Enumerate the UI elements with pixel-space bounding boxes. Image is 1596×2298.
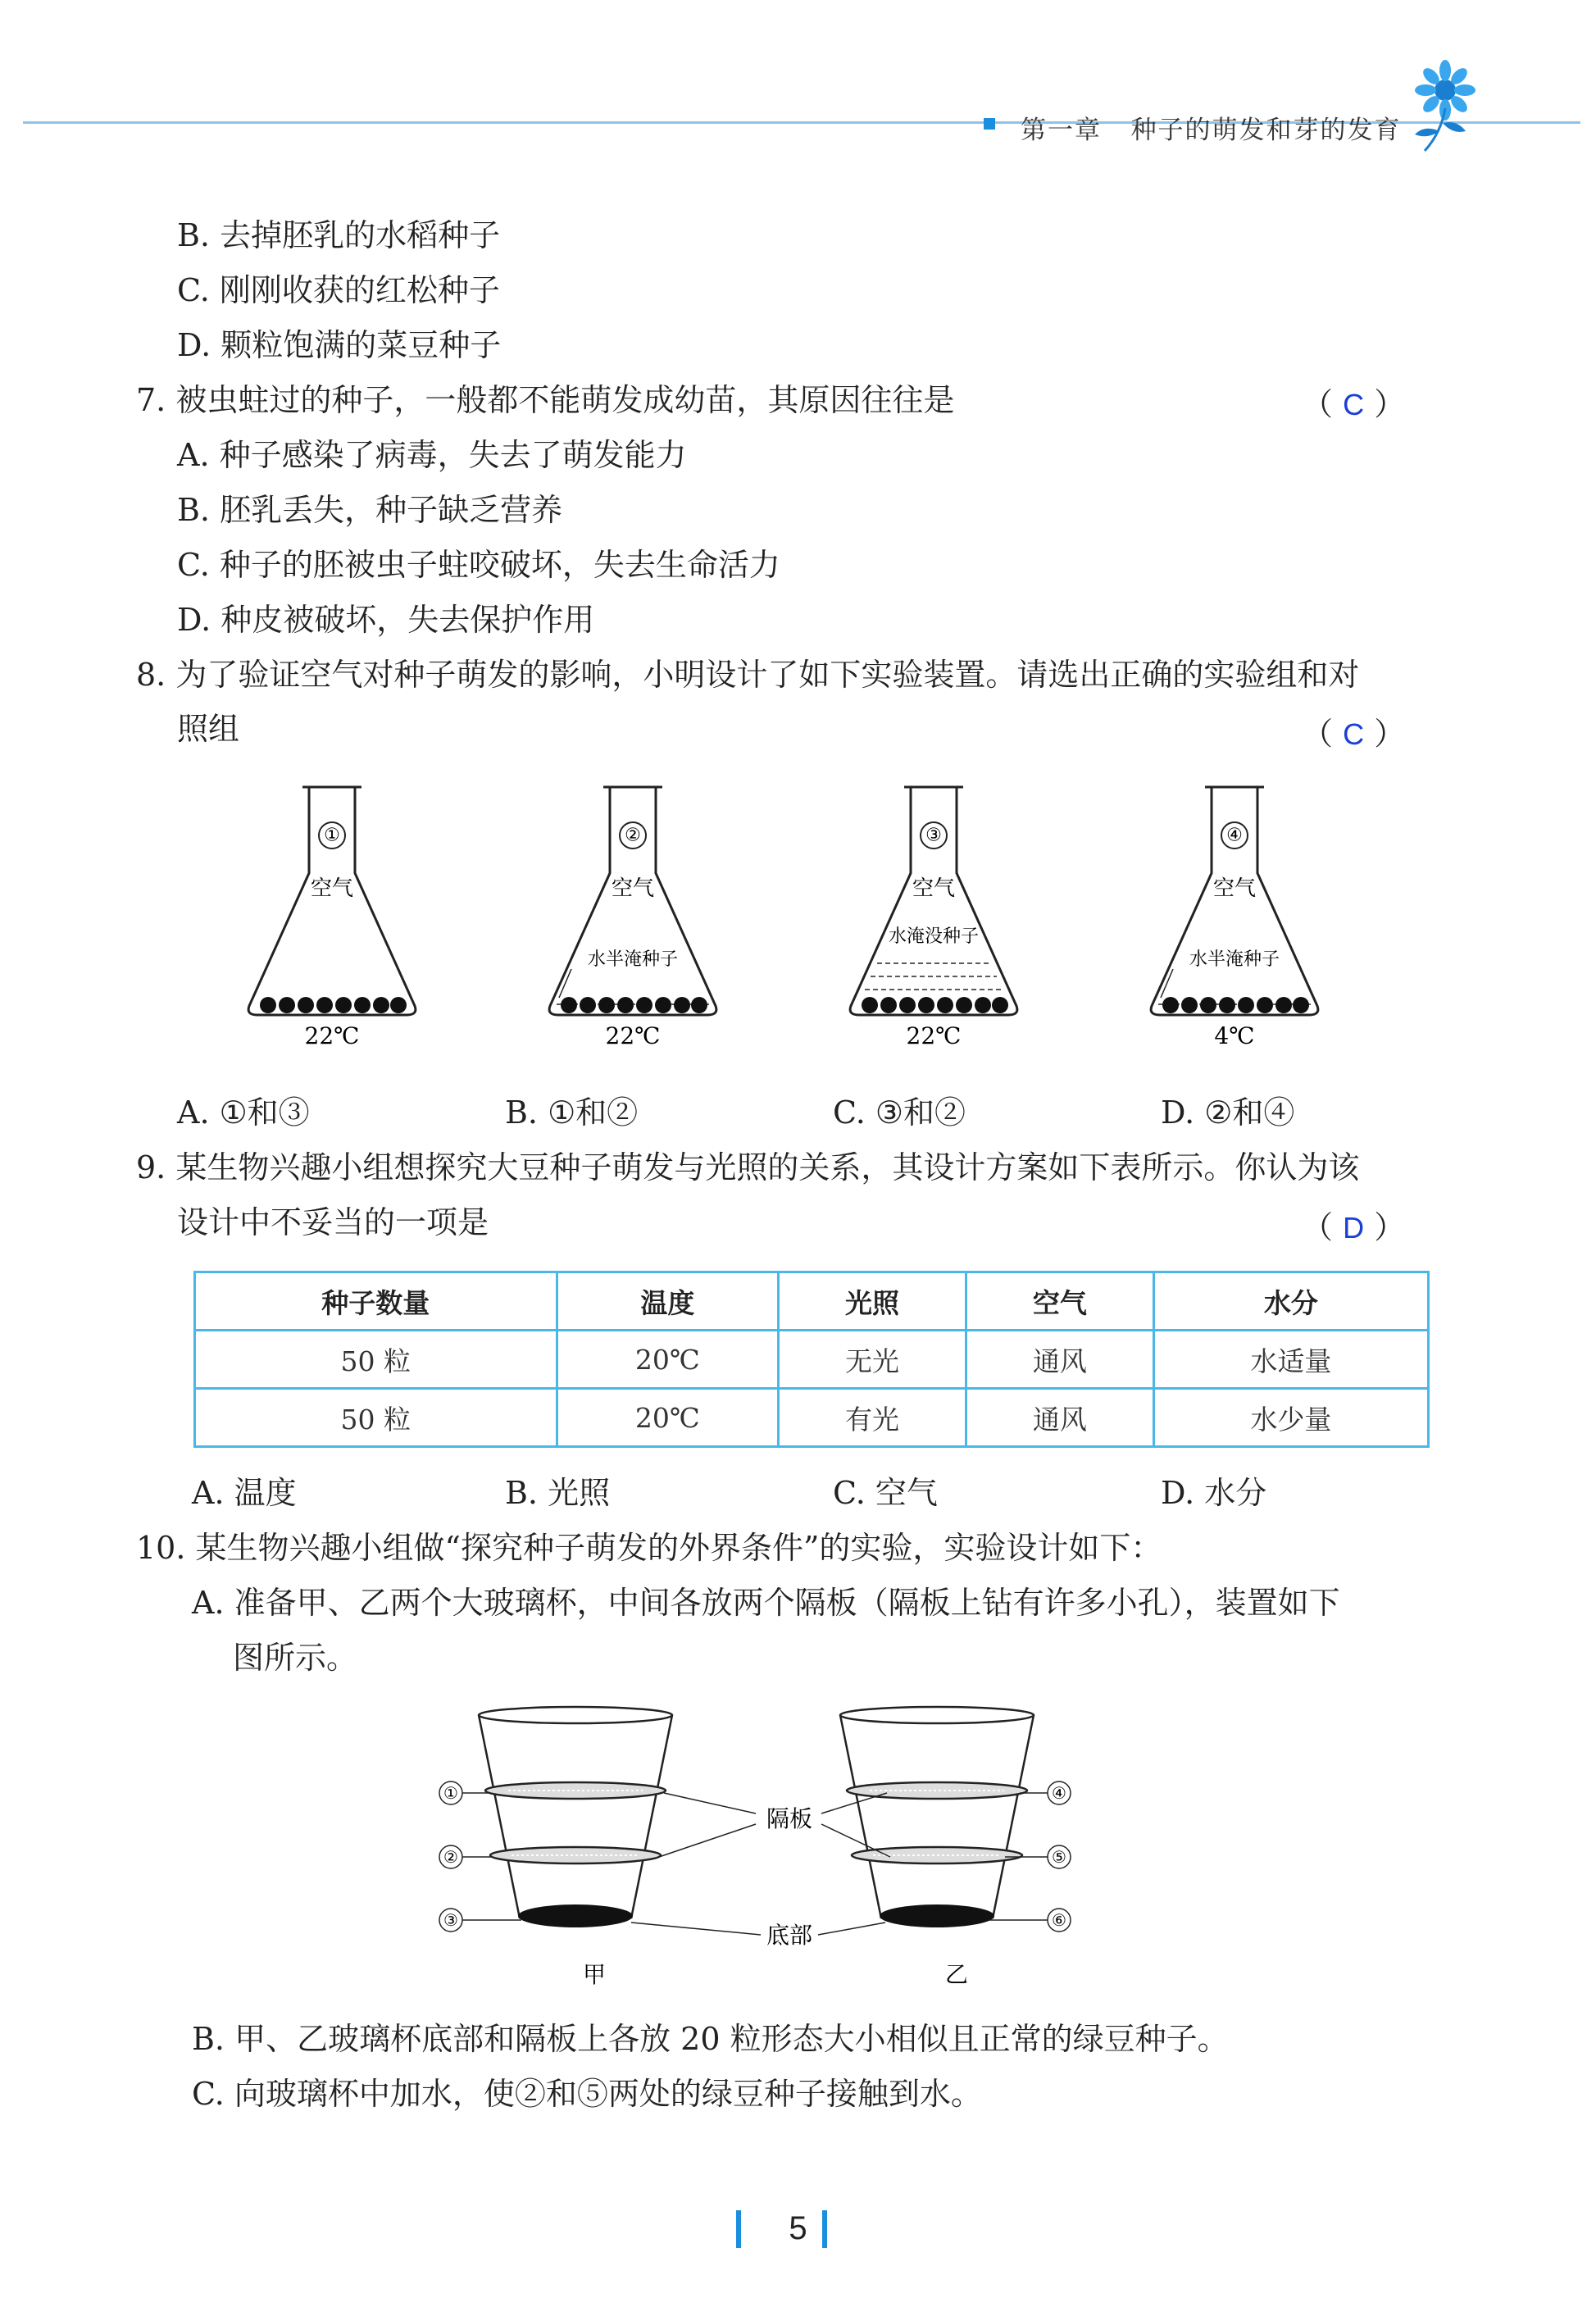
q9-option-b: B. 光照 <box>505 1475 611 1511</box>
q9-option-d: D. 水分 <box>1161 1475 1267 1511</box>
flask-1-air: 空气 <box>310 876 354 901</box>
q10-step-a-line2: 图所示。 <box>233 1640 358 1676</box>
page-number: 5 <box>789 2210 807 2246</box>
label-5: ⑤ <box>1052 1847 1066 1867</box>
q10-step-a-line1: A. 准备甲、乙两个大玻璃杯，中间各放两个隔板（隔板上钻有许多小孔），装置如下 <box>192 1585 1340 1621</box>
table-cell: 有光 <box>779 1389 966 1447</box>
q7-answer-letter: C <box>1343 388 1365 421</box>
flask-4-air: 空气 <box>1212 876 1257 901</box>
q8-stem-line2: 照组 <box>177 711 240 747</box>
q7-option-d: D. 种皮被破坏，失去保护作用 <box>177 602 595 638</box>
flower-icon <box>1408 59 1482 157</box>
q8-option-c: C. ③和② <box>833 1094 966 1131</box>
flask-1 <box>238 783 426 1053</box>
table-header: 空气 <box>966 1272 1153 1331</box>
q6-option-d: D. 颗粒饱满的菜豆种子 <box>177 327 502 363</box>
flask-4-water: 水半淹种子 <box>1189 949 1280 970</box>
q10-step-c: C. 向玻璃杯中加水，使②和⑤两处的绿豆种子接触到水。 <box>192 2076 982 2112</box>
cup-jia-label: 甲 <box>582 1961 607 1988</box>
label-1: ① <box>443 1783 458 1803</box>
header-chapter-title: 种子的萌发和芽的发育 <box>1130 116 1402 145</box>
flask-2-temp: 22℃ <box>605 1022 661 1049</box>
flask-1-temp: 22℃ <box>304 1022 360 1049</box>
flask-3-air: 空气 <box>912 876 956 901</box>
label-3: ③ <box>443 1910 458 1930</box>
cup-yi-label: 乙 <box>944 1961 969 1988</box>
q9-stem-line1: 9. 某生物兴趣小组想探究大豆种子萌发与光照的关系，其设计方案如下表所示。你认为该 <box>136 1149 1360 1185</box>
header-title <box>1021 109 1402 146</box>
label-6: ⑥ <box>1052 1910 1066 1930</box>
q8-option-a: A. ①和③ <box>177 1094 310 1131</box>
q7-answer: （ C ） <box>1302 386 1406 422</box>
cups-diagram <box>426 1701 1164 1996</box>
flask-3-temp: 22℃ <box>906 1022 962 1049</box>
q10-step-b: B. 甲、乙玻璃杯底部和隔板上各放 20 粒形态大小相似且正常的绿豆种子。 <box>192 2021 1229 2057</box>
flask-4 <box>1140 783 1329 1053</box>
q9-answer-letter: D <box>1343 1211 1365 1245</box>
q8-option-b: B. ①和② <box>505 1094 639 1131</box>
q9-table <box>193 1271 1430 1448</box>
q9-stem-line2: 设计中不妥当的一项是 <box>177 1204 489 1240</box>
table-header-row <box>195 1272 1429 1331</box>
flask-1-label: ① <box>324 825 340 846</box>
header-bullet-icon <box>984 118 995 130</box>
flask-3 <box>839 783 1028 1053</box>
flask-4-label: ④ <box>1226 825 1243 846</box>
flask-2 <box>539 783 727 1053</box>
table-cell: 通风 <box>966 1389 1153 1447</box>
table-cell: 50 粒 <box>195 1331 557 1389</box>
q10-stem: 10. 某生物兴趣小组做“探究种子萌发的外界条件”的实验，实验设计如下： <box>136 1530 1162 1566</box>
table-cell: 20℃ <box>557 1331 779 1389</box>
q9-answer: （ D ） <box>1302 1209 1406 1245</box>
table-header: 光照 <box>779 1272 966 1331</box>
flask-2-air: 空气 <box>611 876 655 901</box>
table-cell: 20℃ <box>557 1389 779 1447</box>
header-chapter: 第一章 <box>1021 116 1102 145</box>
q6-option-b: B. 去掉胚乳的水稻种子 <box>177 217 501 253</box>
q8-answer-letter: C <box>1343 717 1365 751</box>
table-header: 温度 <box>557 1272 779 1331</box>
table-cell: 50 粒 <box>195 1389 557 1447</box>
q8-option-d: D. ②和④ <box>1161 1094 1295 1131</box>
q7-option-b: B. 胚乳丢失，种子缺乏营养 <box>177 492 563 528</box>
flask-4-temp: 4℃ <box>1214 1022 1255 1049</box>
q6-option-c: C. 刚刚收获的红松种子 <box>177 272 500 308</box>
q7-stem: 7. 被虫蛀过的种子，一般都不能萌发成幼苗，其原因往往是 <box>136 382 955 418</box>
table-cell: 水适量 <box>1153 1331 1428 1389</box>
table-cell: 水少量 <box>1153 1389 1428 1447</box>
cup-yi <box>840 1707 1034 1927</box>
flask-2-label: ② <box>625 825 641 846</box>
table-cell: 通风 <box>966 1331 1153 1389</box>
q7-option-a: A. 种子感染了病毒，失去了萌发能力 <box>177 437 687 473</box>
table-header: 种子数量 <box>195 1272 557 1331</box>
bottom-label: 底部 <box>766 1922 813 1949</box>
flask-3-label: ③ <box>925 825 942 846</box>
label-4: ④ <box>1052 1783 1066 1803</box>
q7-option-c: C. 种子的胚被虫子蛀咬破坏，失去生命活力 <box>177 547 780 583</box>
partition-label: 隔板 <box>766 1805 813 1832</box>
label-2: ② <box>443 1847 458 1867</box>
table-header: 水分 <box>1153 1272 1428 1331</box>
flask-2-water: 水半淹种子 <box>587 949 679 970</box>
table-row <box>195 1331 1429 1389</box>
q9-option-c: C. 空气 <box>833 1475 938 1511</box>
q8-stem-line1: 8. 为了验证空气对种子萌发的影响，小明设计了如下实验装置。请选出正确的实验组和对 <box>136 657 1360 693</box>
cup-jia <box>479 1707 672 1927</box>
q8-answer: （ C ） <box>1302 716 1406 752</box>
table-cell: 无光 <box>779 1331 966 1389</box>
table-row <box>195 1389 1429 1447</box>
flask-3-water: 水淹没种子 <box>888 926 980 947</box>
q9-option-a: A. 温度 <box>192 1475 297 1511</box>
